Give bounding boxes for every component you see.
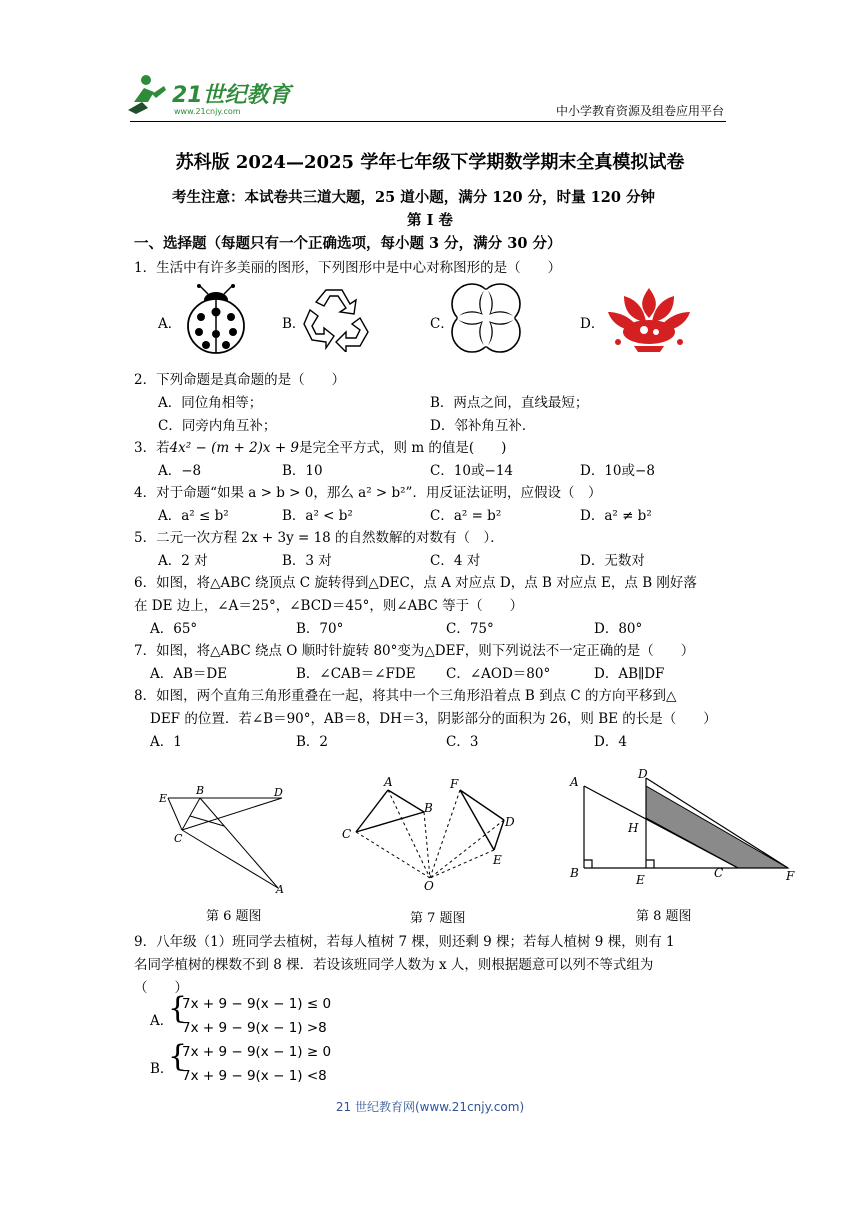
q9-option-a-line2: 7x + 9 − 9(x − 1) >8 [182, 1020, 327, 1036]
figure-8 [562, 764, 808, 890]
q5-option-d: D．无数对 [580, 553, 645, 569]
fig7-label-c: C [342, 827, 352, 841]
q7-option-c: C．∠AOD＝80° [446, 666, 551, 682]
volume-label: 第 I 卷 [407, 212, 453, 229]
logo-text: 21世纪教育 [172, 83, 291, 108]
q4-stem: 4．对于命题“如果 a > b > 0，那么 a² > b²”．用反证法证明，应假设（ ） [134, 485, 602, 501]
q7-option-b: B．∠CAB＝∠FDE [296, 666, 416, 682]
q2-option-d: D．邻补角互补． [430, 418, 536, 434]
q6-option-d: D．80° [594, 621, 643, 637]
q2-option-a: A．同位角相等； [158, 395, 263, 411]
q9-option-a-brace: { [168, 991, 188, 1026]
q3-stem-pre: 3．若 [134, 440, 170, 456]
figure-7-caption: 第 7 题图 [410, 911, 466, 926]
q3-option-a: A．−8 [158, 463, 202, 479]
q6-stem-line2: 在 DE 边上，∠A＝25°，∠BCD＝45°，则∠ABC 等于（ ） [134, 598, 524, 614]
q9-stem-line3: （ ） [134, 980, 188, 996]
q8-option-c: C．3 [446, 734, 479, 750]
q4-option-c: C．a² = b² [430, 508, 502, 524]
fig7-label-f: F [450, 777, 459, 791]
q7-stem: 7．如图，将△ABC 绕点 O 顺时针旋转 80°变为△DEF，则下列说法不一定正确的是（ ） [134, 643, 695, 659]
q3-option-b: B．10 [282, 463, 323, 479]
q3-option-d: D．10或−8 [580, 463, 655, 479]
fig8-label-f: F [786, 869, 795, 883]
fig8-label-h: H [628, 821, 639, 835]
q3-stem-post: 是完全平方式，则 m 的值是( ) [299, 440, 507, 456]
q4-option-b: B．a² < b² [282, 508, 353, 524]
paper-cut-flower-icon [604, 284, 694, 358]
exam-notice: 考生注意：本试卷共三道大题，25 道小题，满分 120 分，时量 120 分钟 [172, 189, 655, 206]
q9-option-b-brace: { [168, 1039, 188, 1074]
platform-name: 中小学教育资源及组卷应用平台 [555, 104, 724, 118]
q5-option-c: C．4 对 [430, 553, 481, 569]
q6-option-a: A．65° [150, 621, 198, 637]
q9-option-a-line1: 7x + 9 − 9(x − 1) ≤ 0 [182, 996, 332, 1012]
fig6-label-a: A [276, 883, 284, 895]
ladybug-icon [182, 284, 250, 360]
q8-stem-line2: DEF 的位置．若∠B＝90°，AB＝8，DH＝3，阴影部分的面积为 26，则 BE 的长是（ ） [150, 711, 717, 727]
q2-option-c: C．同旁内角互补； [158, 418, 277, 434]
q5-option-a: A．2 对 [158, 553, 208, 569]
footer-site[interactable]: 21 世纪教育网(www.21cnjy.com) [335, 1100, 525, 1114]
q2-stem: 2．下列命题是真命题的是（ ） [134, 372, 346, 388]
q9-option-b-line1: 7x + 9 − 9(x − 1) ≥ 0 [182, 1044, 332, 1060]
q2-option-b: B．两点之间，直线最短； [430, 395, 589, 411]
figure-6 [150, 780, 300, 899]
q9-option-b-label: B． [150, 1061, 174, 1077]
q9-stem-line1: 9．八年级（1）班同学去植树，若每人植树 7 棵，则还剩 9 棵；若每人植树 9 棵，则有 1 [134, 934, 675, 950]
fig7-label-a: A [384, 775, 393, 789]
q7-option-d: D．AB∥DF [594, 666, 665, 682]
q8-option-a: A．1 [150, 734, 182, 750]
fig7-label-e: E [493, 853, 502, 867]
q6-stem-line1: 6．如图，将△ABC 绕顶点 C 旋转得到△DEC，点 A 对应点 D，点 B 对应点 E，点 B 刚好落 [134, 575, 697, 591]
q9-option-a-label: A． [150, 1013, 174, 1029]
fig8-label-c: C [714, 866, 724, 880]
q1-option-a: A． [158, 316, 182, 332]
q1-stem: 1．生活中有许多美丽的图形，下列图形中是中心对称图形的是（ ） [134, 260, 562, 276]
fig8-label-d: D [638, 767, 648, 781]
q8-stem-line1: 8．如图，两个直角三角形重叠在一起，将其中一个三角形沿着点 B 到点 C 的方向平移到△ [134, 688, 677, 704]
q3-expression: 4x² − (m + 2)x + 9 [169, 440, 300, 456]
q6-option-b: B．70° [296, 621, 344, 637]
q4-option-d: D．a² ≠ b² [580, 508, 652, 524]
runner-logo-icon [126, 72, 296, 117]
q3-option-c: C．10或−14 [430, 463, 513, 479]
figure-7 [336, 770, 526, 899]
q8-option-d: D．4 [594, 734, 627, 750]
recycle-icon [300, 284, 372, 356]
figure-6-caption: 第 6 题图 [206, 909, 262, 924]
exam-title: 苏科版 2024—2025 学年七年级下学期数学期末全真模拟试卷 [175, 152, 685, 173]
q1-option-d: D． [580, 316, 605, 332]
fig6-label-b: B [196, 784, 205, 797]
q7-option-a: A．AB＝DE [150, 666, 228, 682]
fig6-label-c: C [174, 832, 183, 845]
q9-stem-line2: 名同学植树的棵数不到 8 棵．若设该班同学人数为 x 人，则根据题意可以列不等式组为 [134, 957, 654, 973]
fig6-label-e: E [159, 792, 168, 805]
fig8-label-e: E [636, 873, 645, 886]
q6-option-c: C．75° [446, 621, 494, 637]
four-circles-icon [448, 280, 524, 360]
logo-url: www.21cnjy.com [174, 107, 241, 116]
fig8-label-b: B [570, 866, 579, 880]
q9-option-b-line2: 7x + 9 − 9(x − 1) <8 [182, 1068, 327, 1084]
q3-stem [134, 436, 506, 456]
figure-8-caption: 第 8 题图 [636, 909, 692, 924]
fig7-label-b: B [424, 801, 433, 815]
q1-option-c: C． [430, 316, 454, 332]
header-divider [130, 121, 726, 122]
q5-stem: 5．二元一次方程 2x + 3y = 18 的自然数解的对数有（ ）． [134, 530, 504, 546]
q8-option-b: B．2 [296, 734, 329, 750]
q1-option-b: B． [282, 316, 306, 332]
fig6-label-d: D [274, 786, 283, 799]
fig7-label-d: D [505, 815, 515, 829]
fig7-label-o: O [424, 879, 434, 893]
q5-option-b: B．3 对 [282, 553, 332, 569]
site-logo [126, 72, 296, 117]
q4-option-a: A．a² ≤ b² [158, 508, 229, 524]
section-heading: 一、选择题（每题只有一个正确选项，每小题 3 分，满分 30 分） [134, 235, 562, 252]
fig8-label-a: A [570, 775, 579, 789]
